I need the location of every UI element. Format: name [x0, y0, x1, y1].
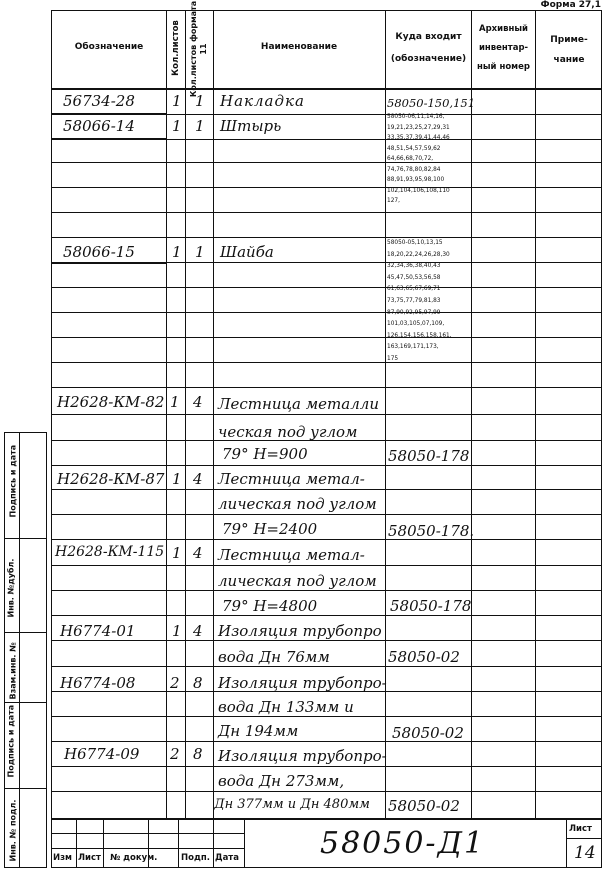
row-rule	[51, 615, 602, 616]
row-format: 1	[195, 92, 205, 110]
tb-col-docno: № докум.	[110, 853, 158, 863]
tb-sheet-label: Лист	[569, 824, 592, 834]
row-rule	[51, 212, 602, 213]
designation-underline	[52, 138, 166, 140]
row-rule	[51, 514, 602, 515]
used-in-list-line: 88,91,93,95,98,100	[387, 177, 445, 183]
row-sheets: 1	[172, 544, 182, 562]
header-note: Приме- чание	[550, 35, 588, 65]
row-rule	[51, 414, 602, 415]
header-used-in: Куда входит (обозначение)	[390, 32, 467, 64]
used-in-list-line: 175	[387, 356, 399, 362]
row-name-line: Дн 377мм и Дн 480мм	[214, 797, 370, 812]
used-in-list-line: 127,	[387, 198, 400, 204]
row-rule	[51, 465, 602, 466]
row-name-line: вода Дн 133мм и	[218, 698, 354, 716]
row-used-in: 58050-02	[388, 648, 460, 666]
row-name-line: Изоляция трубопро-	[218, 674, 387, 692]
row-sheets: 1	[172, 117, 182, 135]
row-rule	[51, 791, 602, 792]
used-in-list-line: 87,90,92,95,97,99	[387, 309, 441, 316]
row-sheets: 1	[172, 622, 182, 640]
tb-col-date: Дата	[215, 853, 239, 863]
row-designation: H2628-КМ-115	[55, 544, 165, 560]
row-sheets: 1	[170, 393, 180, 411]
header-sheet-count: Кол.листов	[171, 20, 181, 76]
row-rule	[51, 362, 602, 363]
tb-col-sign: Подп.	[181, 853, 210, 863]
row-name-line: Дн 194мм	[218, 722, 299, 740]
row-rule	[51, 287, 602, 288]
form-label: Форма 27,1	[540, 0, 601, 10]
row-used-in: 58050-150,151	[387, 96, 476, 110]
row-sheets: 1	[172, 470, 182, 488]
used-in-list-line: 58050-05,10,13,15	[387, 240, 443, 246]
designation-underline	[52, 262, 166, 264]
row-format: 4	[193, 470, 203, 488]
row-sheets: 2	[170, 674, 180, 692]
used-in-list-line: 45,47,50,53,56,58	[387, 274, 441, 281]
row-used-in: 58050-02	[392, 724, 464, 742]
side-label-signature-bottom: Подпись и дата	[6, 704, 16, 778]
row-designation: H2628-КМ-82	[57, 393, 165, 411]
tb-sheet-number: 14	[574, 843, 596, 863]
used-in-list-line: 73,75,77,79,81,83	[387, 298, 441, 304]
row-rule	[51, 741, 602, 742]
side-label-replace-inv: Взам.инв. №	[8, 642, 18, 700]
row-name-line: лическая под углом	[218, 572, 377, 590]
row-designation: H6774-09	[64, 745, 140, 763]
used-in-list-line: 64,66,68,70,72,	[387, 156, 434, 162]
row-format: 1	[195, 117, 205, 135]
used-in-list-line: 74,76,78,80,82,84	[387, 166, 441, 173]
row-rule	[51, 590, 602, 591]
row-name-line: вода Дн 273мм,	[218, 772, 345, 790]
row-name-line: Изоляция трубопро	[218, 622, 382, 640]
row-format: 4	[193, 544, 203, 562]
tb-col-change: Изм	[53, 853, 73, 863]
row-format: 4	[193, 622, 203, 640]
row-name-line: Лестница металли	[218, 395, 379, 413]
row-used-in: 58050-178	[388, 447, 470, 465]
row-rule	[51, 162, 602, 163]
tb-col-sheet: Лист	[78, 853, 101, 863]
row-rule	[51, 640, 602, 641]
header-format-count: Кол.листов формата 11	[189, 0, 208, 98]
used-in-list-line: 32,34,36,38,40,43	[387, 263, 441, 270]
used-in-list-line: 101,03,105,07,109,	[387, 321, 445, 328]
row-name-line: вода Дн 76мм	[218, 648, 330, 666]
row-designation: 58066-14	[63, 117, 135, 135]
row-name: Штырь	[220, 117, 282, 135]
row-rule	[51, 489, 602, 490]
row-used-in: 58050-178.	[388, 522, 475, 540]
row-name-line: Лестница метал-	[218, 546, 365, 564]
row-sheets: 1	[172, 92, 182, 110]
row-rule	[51, 539, 602, 540]
row-name: Накладка	[220, 92, 305, 110]
header-name: Наименование	[260, 42, 338, 52]
row-designation: H6774-08	[60, 674, 136, 692]
row-designation: 56734-28	[63, 92, 135, 110]
row-format: 8	[193, 674, 203, 692]
row-used-in: 58050-178	[390, 597, 472, 615]
used-in-list-line: 19,21,23,25,27,29,31	[387, 124, 450, 131]
row-format: 1	[195, 243, 205, 261]
row-rule	[51, 716, 602, 717]
row-name-line: 79° H=2400	[222, 520, 318, 538]
used-in-list-line: 33,35,37,39,41,44,46	[387, 135, 450, 141]
row-used-in: 58050-02	[388, 797, 460, 815]
row-name-line: Лестница метал-	[218, 470, 365, 488]
row-rule	[51, 565, 602, 566]
used-in-list-line: 163,169,171,173,	[387, 344, 439, 351]
used-in-list-line: 48,51,54,57,59,62	[387, 145, 441, 152]
row-format: 8	[193, 745, 203, 763]
row-rule	[51, 766, 602, 767]
used-in-list-line: 126,154,156,158,161,	[387, 332, 452, 339]
row-designation: 58066-15	[63, 243, 135, 261]
designation-underline	[52, 113, 166, 115]
side-stamp-strip	[0, 432, 48, 868]
row-name-line: 79° H=4800	[222, 597, 318, 615]
row-sheets: 2	[170, 745, 180, 763]
row-rule	[51, 237, 602, 238]
used-in-list-line: 102,104,106,108,110	[387, 187, 450, 194]
row-rule	[51, 187, 602, 188]
header-designation: Обозначение	[74, 42, 144, 52]
row-designation: H2628-КМ-87	[57, 470, 165, 488]
row-rule	[51, 666, 602, 667]
row-name-line: 79° H=900	[222, 445, 308, 463]
row-rule	[51, 312, 602, 313]
document-code: 58050-Д1	[320, 826, 486, 861]
side-label-orig-inv: Инв. № подл.	[8, 799, 18, 862]
row-sheets: 1	[172, 243, 182, 261]
row-rule	[51, 387, 602, 388]
row-designation: H6774-01	[60, 622, 136, 640]
used-in-list-line: 58050-06,11,14,16,	[387, 114, 445, 120]
header-archive-no: Архивный инвентар- ный номер	[477, 24, 530, 72]
row-rule	[51, 337, 602, 338]
row-name-line: Изоляция трубопро-	[218, 747, 387, 765]
row-name-line: ческая под углом	[218, 423, 358, 441]
side-label-dup-inv: Инв. №дубл.	[6, 558, 16, 618]
row-name: Шайба	[220, 243, 274, 261]
used-in-list-line: 61,63,65,67,69,71	[387, 286, 441, 293]
side-label-signature-top: Подпись и дата	[8, 444, 18, 518]
row-format: 4	[193, 393, 203, 411]
row-name-line: лическая под углом	[218, 495, 377, 513]
used-in-list-line: 18,20,22,24,26,28,30	[387, 251, 450, 258]
